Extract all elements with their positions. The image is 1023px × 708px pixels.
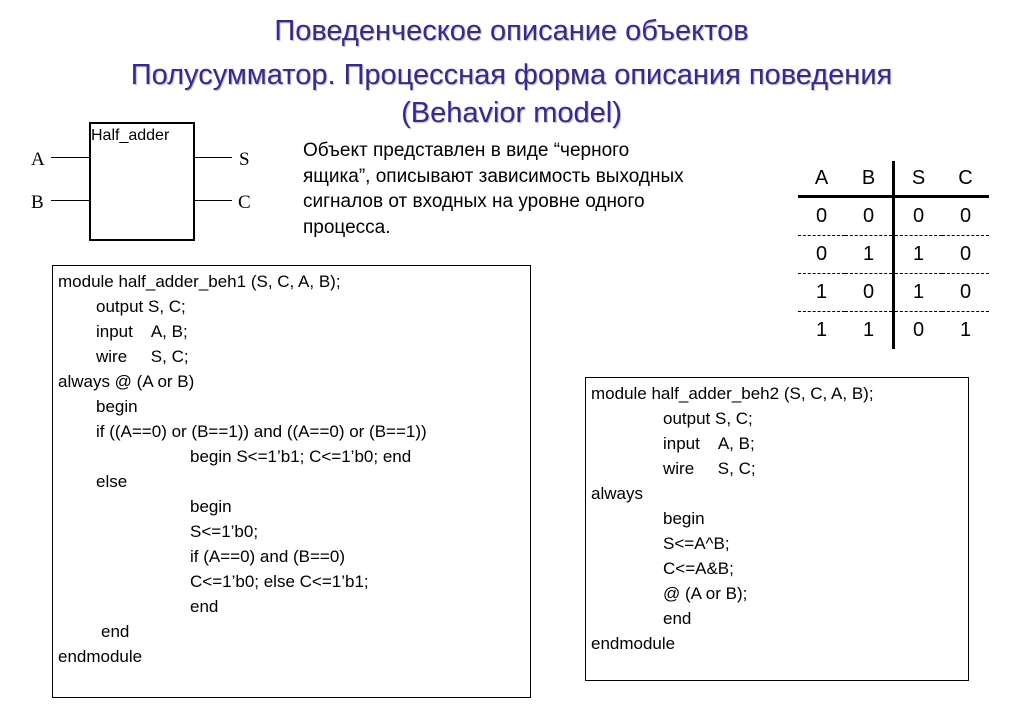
table-cell: 0 [942,197,989,236]
description-line: сигналов от входных на уровне одного [303,191,645,212]
truth-table-row [798,312,989,350]
code-line: if (A==0) and (B==0) [190,547,345,566]
table-cell: 1 [959,319,972,341]
table-cell: 1 [894,274,943,312]
table-cell: 0 [845,197,894,236]
code-line: begin S<=1’b1; C<=1’b0; end [190,447,412,466]
table-cell: 0 [942,236,989,274]
table-cell: 1 [845,236,894,274]
description-text [303,138,803,240]
table-cell: 1 [815,319,828,341]
code-line: input A, B; [663,434,755,453]
slide-title-line-3: (Behavior model) [401,97,622,129]
code-line: S<=1’b0; [190,522,259,541]
code-line: if ((A==0) or (B==1)) and ((A==0) or (B==1)) [96,422,427,441]
code-box-beh1 [52,265,531,698]
code-line: always @ (A or B) [58,372,195,391]
table-cell: 0 [798,197,845,236]
output-s-line [195,157,232,158]
header-cell: C [942,161,989,197]
truth-table [798,161,989,349]
code-line: S<=A^B; [663,534,730,553]
output-s-label: S [239,149,250,170]
description-line: ящика”, описывают зависимость выходных [303,165,684,187]
code-line: @ (A or B); [663,584,748,603]
slide-title-line-2: Полусумматор. Процессная форма описания поведения [130,59,893,91]
code-line: end [663,609,692,628]
code-line: output S, C; [663,409,753,428]
output-c-line [195,200,232,201]
header-cell: S [894,161,943,197]
code-line: begin [96,397,138,416]
slide-title-line-1: Поведенческое описание объектов [274,15,749,47]
table-cell: 0 [798,236,845,274]
table-cell: 0 [912,319,925,341]
table-cell: 0 [894,197,943,236]
code-line: begin [663,509,705,528]
code-line: end [101,622,130,641]
code-line: C<=1’b0; else C<=1’b1; [190,572,369,591]
output-c-label: C [238,192,251,213]
truth-table-row [798,236,989,274]
code-line: input A, B; [96,322,188,341]
code-line: else [96,472,128,491]
table-cell: 1 [894,236,943,274]
code-line: endmodule [591,634,676,653]
input-a-line [51,157,89,158]
truth-table-header [798,161,989,197]
table-cell: 1 [845,312,894,350]
description-line: Объект представлен в виде “черного [303,140,630,161]
description-line: процесса. [303,216,391,238]
truth-table-row [798,197,989,236]
table-cell: 0 [942,274,989,312]
truth-table-row [798,274,989,312]
code-box-beh2 [585,377,969,681]
block-name-label: Half_adder [91,127,170,144]
code-line: output S, C; [96,297,186,316]
input-b-line [51,200,89,201]
code-line: wire S, C; [663,459,756,478]
code-line: always [591,484,643,503]
code-line: begin [190,497,232,516]
header-cell: A [798,161,845,197]
code-line: C<=A&B; [663,559,734,578]
input-b-label: B [31,192,44,213]
code-line: endmodule [58,647,143,666]
code-line: module half_adder_beh2 (S, C, A, B); [591,384,874,403]
input-a-label: A [31,149,45,170]
code-line: module half_adder_beh1 (S, C, A, B); [58,272,341,291]
header-cell: B [845,161,894,197]
code-line: end [190,597,219,616]
table-cell: 0 [845,274,894,312]
table-cell: 1 [798,274,845,312]
code-line: wire S, C; [96,347,189,366]
